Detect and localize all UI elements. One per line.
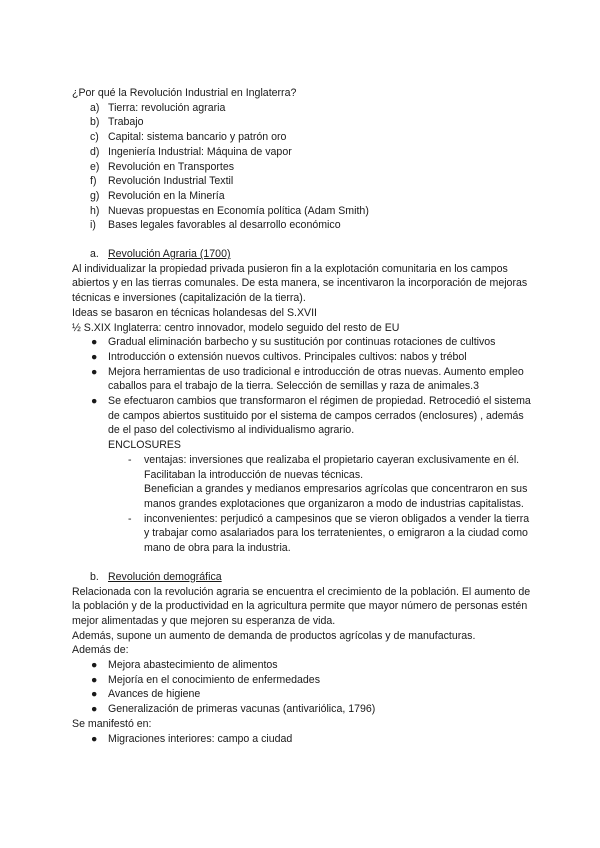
bullet-item: ● Se efectuaron cambios que transformaron el régimen de propiedad. Retrocedió el sistema de campos abiertos sustituido por el sistema de campos cerrados (enclosures) , además de el paso del colectivismo al individualismo agrario. xyxy=(91,395,531,437)
section-a-line: Ideas se basaron en técnicas holandesas del S.XVII xyxy=(72,306,317,319)
list-item: f) Revolución Industrial Textil xyxy=(90,175,234,188)
list-item: e) Revolución en Transportes xyxy=(90,160,235,173)
section-b-line: Además de: xyxy=(72,644,129,657)
bullet-item: ● Mejora abastecimiento de alimentos xyxy=(91,659,278,672)
bullet-item: ● Gradual eliminación barbecho y su sustitución por continuas rotaciones de cultivos xyxy=(91,336,496,349)
section-a-heading: a. Revolución Agraria (1700) xyxy=(90,248,231,261)
bullet-item: ● Avances de higiene xyxy=(91,688,201,701)
list-item: i) Bases legales favorables al desarrollo económico xyxy=(90,219,341,232)
sub-item-ventajas: - ventajas: inversiones que realizaba el propietario cayeran exclusivamente en él. Facilitaban la introducción de nuevas técnicas. xyxy=(128,453,520,481)
list-item: h) Nuevas propuestas en Economía política (Adam Smith) xyxy=(90,204,369,217)
list-item: a) Tierra: revolución agraria xyxy=(90,101,226,114)
section-b-line: Se manifestó en: xyxy=(72,717,152,730)
bullet-item: ● Introducción o extensión nuevos cultivos. Principales cultivos: nabos y trébol xyxy=(91,350,467,363)
section-b-paragraph: Además, supone un aumento de demanda de productos agrícolas y de manufacturas. xyxy=(72,629,476,642)
bullet-item: ● Mejoría en el conocimiento de enfermedades xyxy=(91,673,320,686)
list-item: b) Trabajo xyxy=(90,116,144,129)
list-item: c) Capital: sistema bancario y patrón oro xyxy=(90,131,287,144)
bullet-item: ● Mejora herramientas de uso tradicional e introducción de otras nuevas. Aumento empleo caballos para el trabajo de la tierra. Selección de semillas y raza de animales.3 xyxy=(91,365,524,393)
reasons-list xyxy=(72,101,532,233)
bullet-item: ● Generalización de primeras vacunas (antivariólica, 1796) xyxy=(91,703,376,716)
section-b-paragraph: Relacionada con la revolución agraria se encuentra el crecimiento de la población. El aumento de la población y de la productividad en la agricultura permite que mayor número de personas estén mejor alimentadas y que mejoren su esperanza de vida. xyxy=(72,585,531,627)
enclosures-label: ENCLOSURES xyxy=(108,439,181,452)
list-item: d) Ingeniería Industrial: Máquina de vapor xyxy=(90,145,292,158)
section-a-intro: Al individualizar la propiedad privada pusieron fin a la explotación comunitaria en los campos abiertos y en las tierras comunales. De esta manera, se incentivaron la incorporación de mejoras técnicas e inversiones (capitalización de la tierra). xyxy=(72,262,528,305)
sub-item-continuation: Benefician a grandes y medianos empresarios agrícolas que concentraron en sus manos grandes explotaciones que organizaron a modo de industrias capitalistas. xyxy=(144,483,528,510)
section-a-line: ½ S.XIX Inglaterra: centro innovador, modelo seguido del resto de EU xyxy=(72,321,400,334)
section-b-heading: b. Revolución demográfica xyxy=(90,570,222,583)
bullet-item: ● Migraciones interiores: campo a ciudad xyxy=(91,732,293,745)
document-page xyxy=(72,86,532,746)
question-heading: ¿Por qué la Revolución Industrial en Inglaterra? xyxy=(72,87,297,99)
list-item: g) Revolución en la Minería xyxy=(90,189,225,202)
sub-item-inconvenientes: - inconvenientes: perjudicó a campesinos que se vieron obligados a vender la tierra y trabajar como asalariados para los terratenientes, o emigraron a la ciudad como mano de obra para la industria. xyxy=(128,512,530,555)
